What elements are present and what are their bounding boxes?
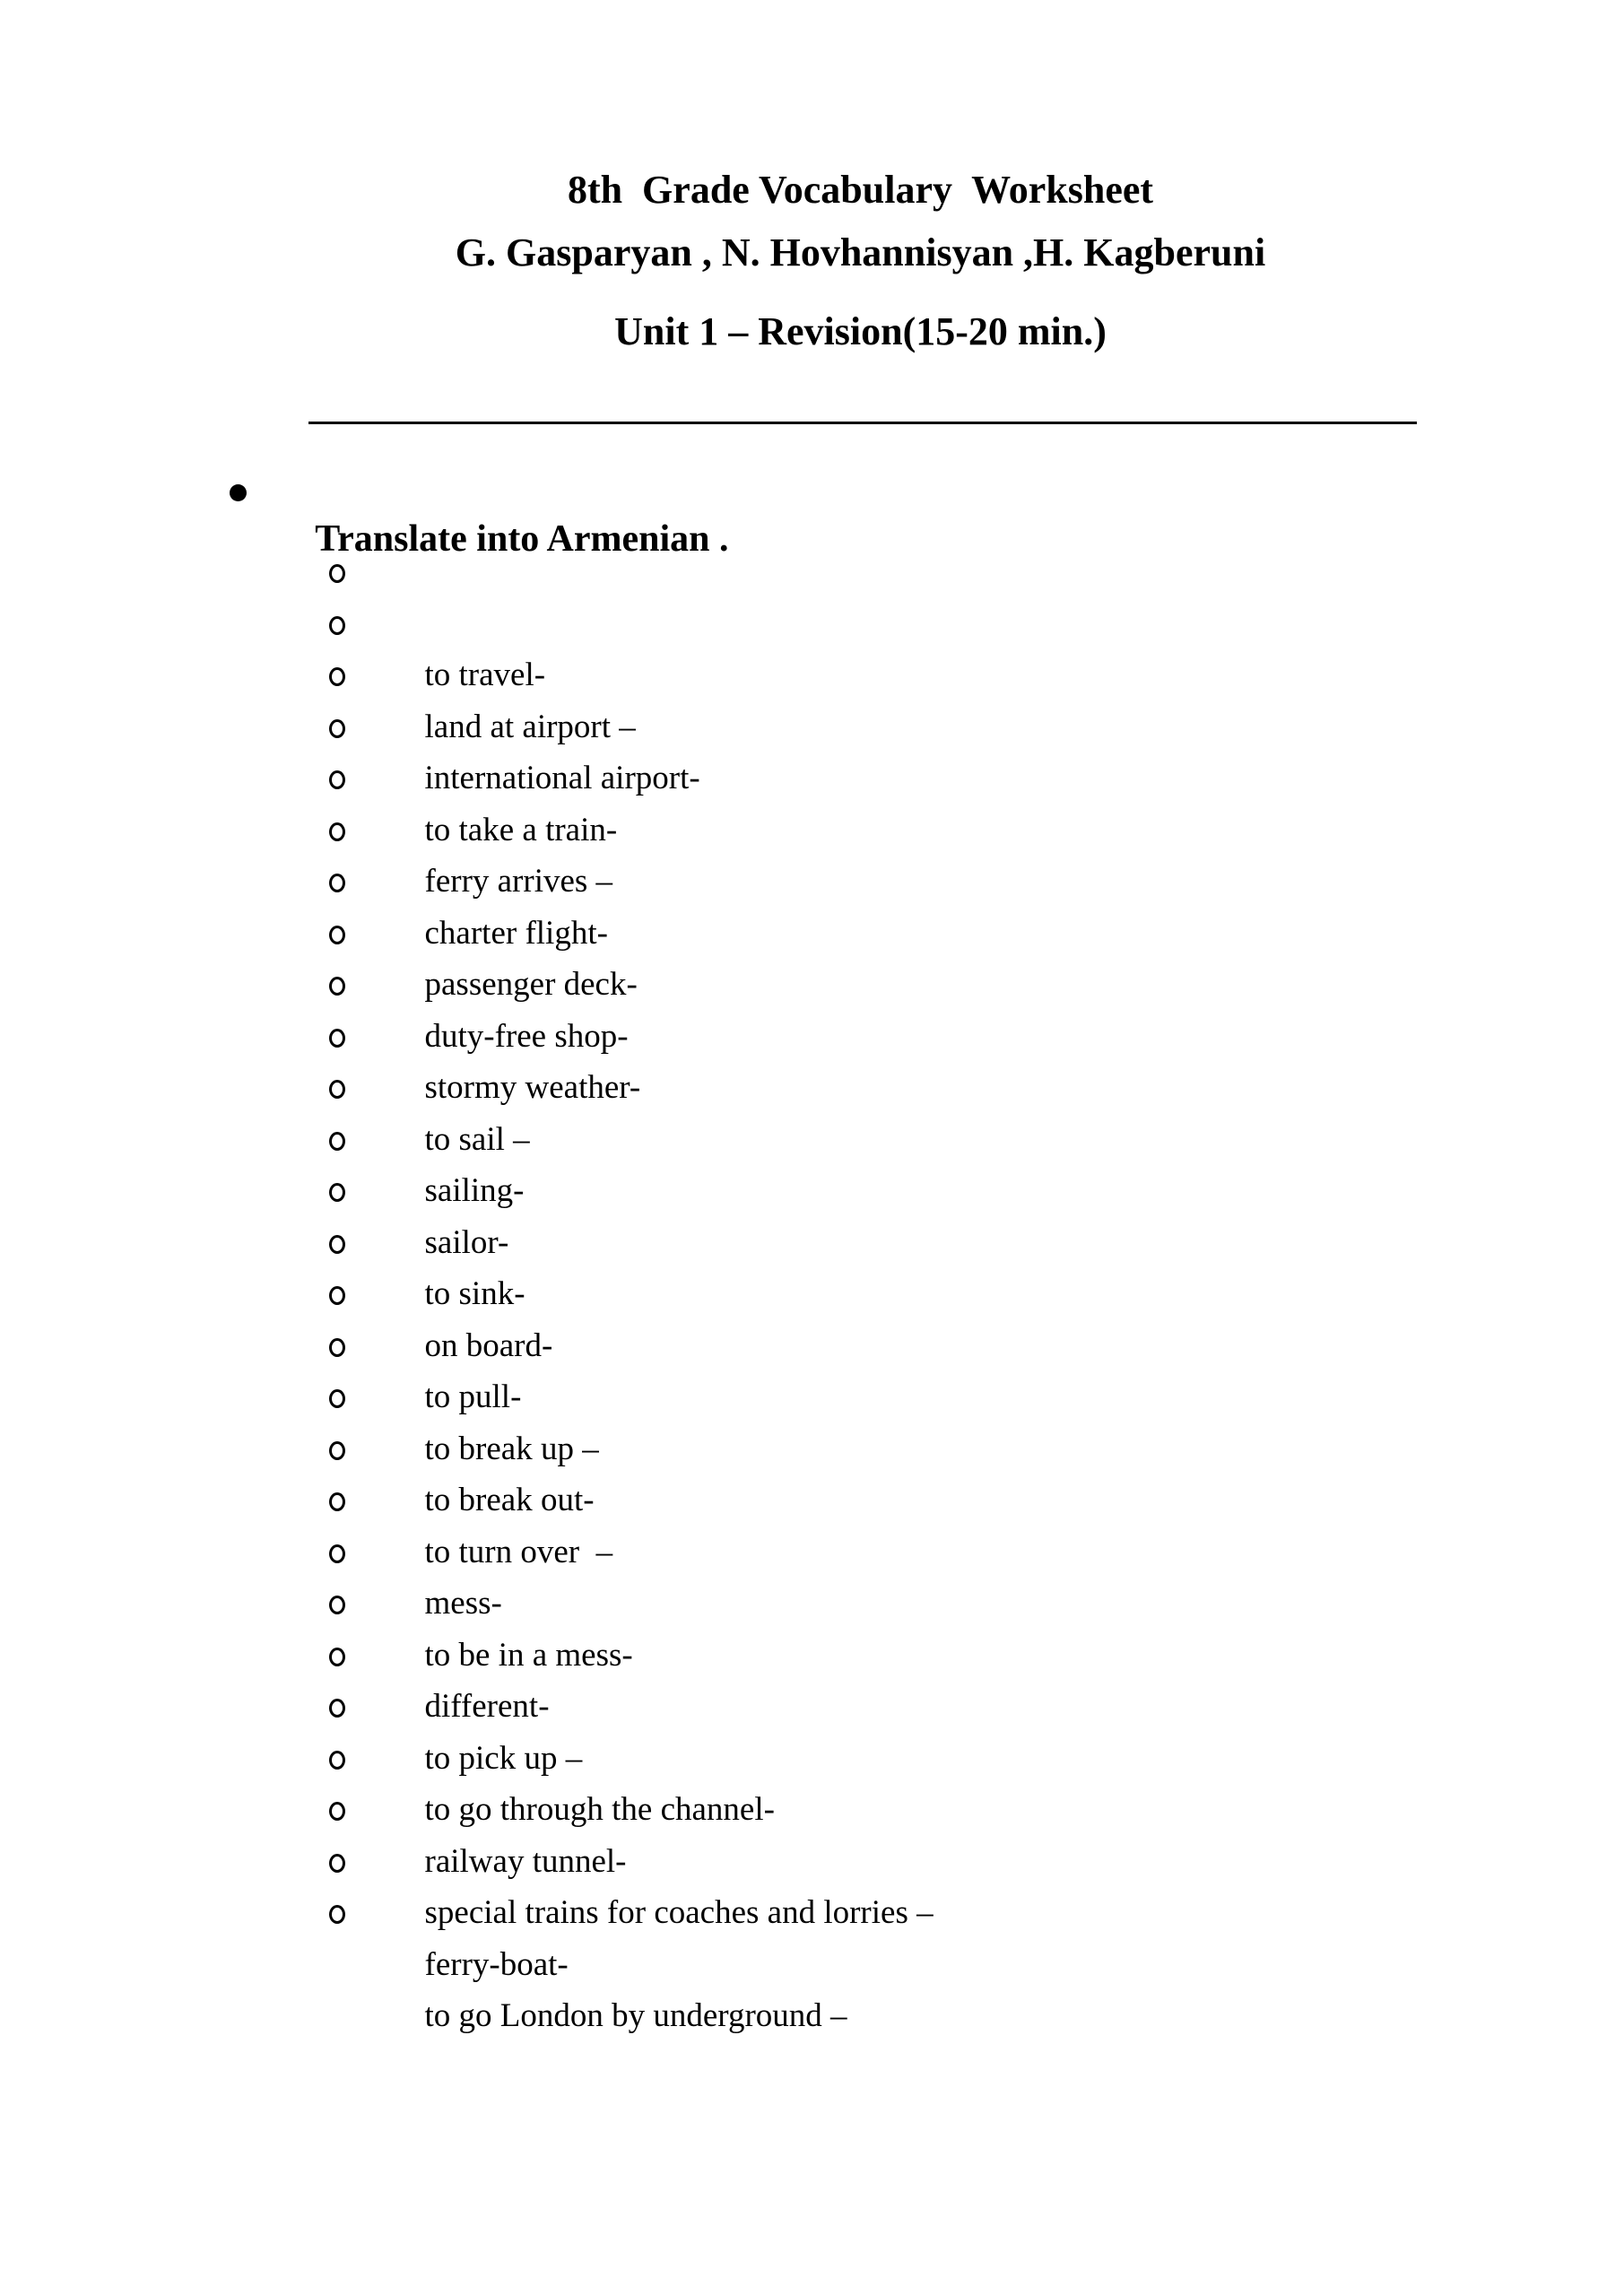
vocabulary-term: sailing- <box>424 1172 525 1209</box>
list-item <box>321 1526 1487 1674</box>
vocabulary-term: different- <box>424 1688 550 1725</box>
unit-revision-heading: Unit 1 – Revision(15-20 min.) <box>614 309 1107 353</box>
circle-bullet-icon <box>329 1596 345 1614</box>
vocabulary-term: railway tunnel- <box>424 1842 627 1880</box>
vocabulary-term: passenger deck- <box>424 966 638 1003</box>
circle-bullet-icon <box>329 616 345 635</box>
vocabulary-term: to sink- <box>424 1275 525 1312</box>
vocabulary-term: to take a train- <box>424 811 618 848</box>
circle-bullet-icon <box>329 1544 345 1563</box>
filled-bullet-icon <box>230 484 247 501</box>
circle-bullet-icon <box>329 926 345 944</box>
list-item <box>321 546 1487 693</box>
circle-bullet-icon <box>329 1338 345 1357</box>
worksheet-title: 8th Grade Vocabulary Worksheet <box>567 168 1154 212</box>
circle-bullet-icon <box>329 564 345 583</box>
circle-bullet-icon <box>329 1235 345 1254</box>
circle-bullet-icon <box>329 1389 345 1408</box>
circle-bullet-icon <box>329 1699 345 1718</box>
vocabulary-term: special trains for coaches and lorries – <box>424 1894 934 1931</box>
circle-bullet-icon <box>329 1286 345 1305</box>
vocabulary-term: to be in a mess- <box>424 1636 633 1674</box>
circle-bullet-icon <box>329 667 345 686</box>
circle-bullet-icon <box>329 1080 345 1099</box>
circle-bullet-icon <box>329 1854 345 1873</box>
vocabulary-term: stormy weather- <box>424 1069 641 1106</box>
vocabulary-term: ferry-boat- <box>424 1945 569 1983</box>
circle-bullet-icon <box>329 1648 345 1666</box>
vocabulary-term: to go London by underground – <box>424 1997 847 2034</box>
vocabulary-term: ferry arrives – <box>424 863 613 900</box>
vocabulary-term: to turn over – <box>424 1533 613 1570</box>
circle-bullet-icon <box>329 977 345 996</box>
vocabulary-term: mess- <box>424 1585 502 1622</box>
vocabulary-term: on board- <box>424 1326 553 1364</box>
circle-bullet-icon <box>329 719 345 738</box>
vocabulary-term: duty-free shop- <box>424 1017 629 1055</box>
vocabulary-term: to break out- <box>424 1482 595 1518</box>
vocabulary-term: to pull- <box>424 1378 522 1415</box>
circle-bullet-icon <box>329 1905 345 1924</box>
circle-bullet-icon <box>329 1441 345 1460</box>
circle-bullet-icon <box>329 1029 345 1048</box>
circle-bullet-icon <box>329 1132 345 1151</box>
vocabulary-term: international airport- <box>424 760 700 796</box>
vocabulary-term: to go through the channel- <box>424 1791 775 1828</box>
vocabulary-term: to travel- <box>424 657 546 693</box>
vocabulary-term: sailor- <box>424 1223 509 1261</box>
circle-bullet-icon <box>329 822 345 841</box>
horizontal-rule <box>308 422 1417 424</box>
circle-bullet-icon <box>329 1183 345 1202</box>
vocabulary-term: to sail – <box>424 1120 530 1158</box>
circle-bullet-icon <box>329 1751 345 1770</box>
vocabulary-list <box>321 546 1487 2034</box>
vocabulary-term: to pick up – <box>424 1739 583 1777</box>
circle-bullet-icon <box>329 770 345 789</box>
authors-line: G. Gasparyan , N. Hovhannisyan ,H. Kagberuni <box>455 230 1266 274</box>
vocabulary-term: land at airport – <box>424 708 636 745</box>
vocabulary-term: charter flight- <box>424 914 608 952</box>
section-heading: Translate into Armenian . <box>315 518 729 560</box>
vocabulary-term: to break up – <box>424 1430 599 1467</box>
circle-bullet-icon <box>329 1492 345 1511</box>
circle-bullet-icon <box>329 1802 345 1821</box>
circle-bullet-icon <box>329 874 345 892</box>
